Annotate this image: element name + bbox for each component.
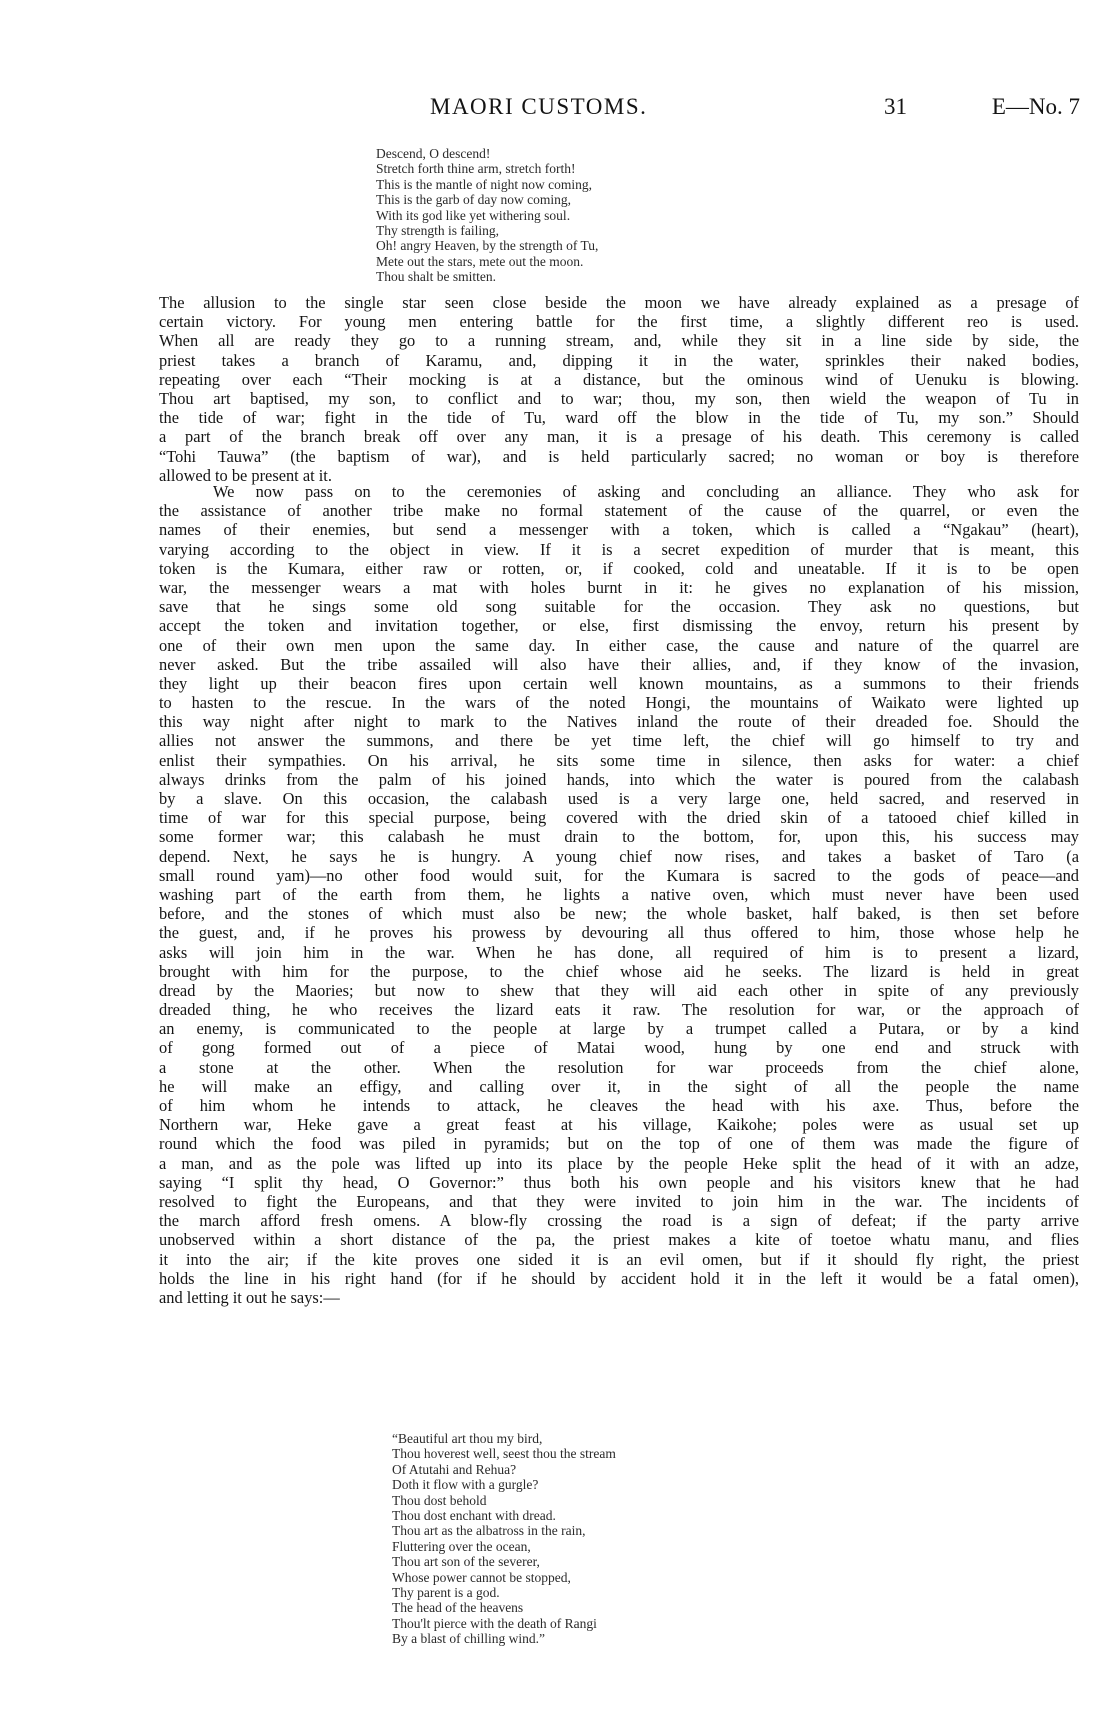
text-line: a stone at the other. When the resolution for war proceeds from the chief alone,	[159, 1057, 1079, 1077]
verse-line: Thou'lt pierce with the death of Rangi	[392, 1615, 597, 1631]
text-line: the assistance of another tribe make no formal statement of the cause of the quarrel, or even the	[159, 501, 1079, 521]
verse-line: Stretch forth thine arm, stretch forth!	[376, 161, 576, 177]
text-line: to hasten to the rescue. In the wars of the noted Hongi, the mountains of Waikato were lighted up	[159, 693, 1079, 713]
text-line: an enemy, is communicated to the people at large by a trumpet called a Putara, or by a kind	[159, 1019, 1079, 1039]
verse-line: Thy parent is a god.	[392, 1585, 500, 1601]
verse-line: Thou art as the albatross in the rain,	[392, 1523, 586, 1539]
text-line: war, the messenger wears a mat with holes burnt in it: he gives no explanation of his mission,	[159, 577, 1079, 597]
verse-line: Of Atutahi and Rehua?	[392, 1461, 517, 1477]
text-line: the tide of war; fight in the tide of Tu, ward off the blow in the tide of Tu, my son.” Should	[159, 408, 1079, 428]
verse-line: Thy strength is failing,	[376, 223, 499, 239]
text-line: never asked. But the tribe assailed will also have their allies, and, if they know of the invasion,	[159, 654, 1079, 674]
text-line: priest takes a branch of Karamu, and, dipping it in the water, sprinkles their naked bodies,	[159, 350, 1079, 370]
verse-line: Thou art son of the severer,	[392, 1554, 540, 1570]
verse-line: “Beautiful art thou my bird,	[392, 1431, 543, 1446]
text-line: asks will join him in the war. When he has done, all required of him is to present a lizard,	[159, 942, 1079, 962]
text-line: allies not answer the summons, and there be yet time left, the chief will go himself to try and	[159, 731, 1079, 751]
text-line: always drinks from the palm of his joined hands, into which the water is poured from the calabash	[159, 769, 1079, 789]
text-line: depend. Next, he says he is hungry. A young chief now rises, and takes a basket of Taro (a	[159, 846, 1079, 866]
text-line: Thou art baptised, my son, to conflict and to war; thou, my son, then wield the weapon of Tu in	[159, 388, 1079, 408]
series-code: E—No. 7	[991, 94, 1080, 119]
verse-line: This is the garb of day now coming,	[376, 192, 571, 208]
verse-line: Oh! angry Heaven, by the strength of Tu,	[376, 238, 599, 254]
verse-line: This is the mantle of night now coming,	[376, 176, 592, 192]
verse-line: Thou dost enchant with dread.	[392, 1508, 556, 1524]
text-line: We now pass on to the ceremonies of asking and concluding an alliance. They who ask for	[213, 482, 1079, 501]
text-line: brought with him for the purpose, to the chief whose aid he seeks. The lizard is held in great	[159, 961, 1079, 981]
paragraph-baptism-of-war	[159, 293, 1079, 485]
verse-line: Thou shalt be smitten.	[376, 269, 496, 285]
text-line: accept the token and invitation together, or else, first dismissing the envoy, return his present by	[159, 616, 1079, 636]
text-line: dreaded thing, he who receives the lizard eats it raw. The resolution for war, or the approach of	[159, 1000, 1079, 1020]
text-line: certain victory. For young men entering battle for the first time, a slightly different reo is used.	[159, 312, 1079, 332]
text-line: by a slave. On this occasion, the calabash used is a very large one, held sacred, and reserved in	[159, 789, 1079, 808]
text-line: some former war; this calabash he must drain to the bottom, for, upon this, his success may	[159, 827, 1079, 847]
verse-line: Mete out the stars, mete out the moon.	[376, 253, 584, 269]
text-line: save that he sings some old song suitable for the occasion. They ask no questions, but	[159, 597, 1079, 617]
paragraph-alliance	[159, 482, 1079, 1307]
text-line: dread by the Maories; but now to shew that they will aid each other in spite of any previously	[159, 980, 1079, 1000]
karakia-verse	[376, 146, 876, 285]
text-line: resolved to fight the Europeans, and that they were invited to join him in the war. The incidents of	[159, 1191, 1079, 1211]
text-line: time of war for this special purpose, being covered with the dried skin of a tatooed chief killed in	[159, 808, 1079, 828]
page-header	[160, 94, 1080, 134]
verse-line: Descend, O descend!	[376, 146, 491, 161]
text-line: The allusion to the single star seen close beside the moon we have already explained as a presage of	[159, 293, 1079, 312]
kite-chant-verse	[392, 1431, 892, 1647]
verse-line: Fluttering over the ocean,	[392, 1538, 531, 1554]
text-line: of gong formed out of a piece of Matai wood, hung by one end and struck with	[159, 1038, 1079, 1058]
text-line: before, and the stones of which must also be new; the whole basket, half baked, is then set before	[159, 904, 1079, 924]
text-line: repeating over each “Their mocking is at a distance, but the ominous wind of Uenuku is blowing.	[159, 369, 1079, 389]
text-line: washing part of the earth from them, he lights a native oven, which must never have been used	[159, 884, 1079, 904]
text-line: enlist their sympathies. On his arrival, he sits some time in silence, then asks for water: a chief	[159, 750, 1079, 770]
text-line: a part of the branch break off over any man, it is a presage of his death. This ceremony is called	[159, 427, 1079, 447]
text-line: names of their enemies, but send a messenger with a token, which is called a “Ngakau” (heart),	[159, 520, 1079, 540]
text-line: holds the line in his right hand (for if he should by accident hold it in the left it would be a fatal omen),	[159, 1268, 1079, 1288]
text-line: Northern war, Heke gave a great feast at his village, Kaikohe; poles were as usual set up	[159, 1115, 1079, 1135]
text-line: When all are ready they go to a running stream, and, while they sit in a line side by side, the	[159, 331, 1079, 351]
text-line: of him whom he intends to attack, he cleaves the head with his axe. Thus, before the	[159, 1096, 1079, 1115]
verse-line: Doth it flow with a gurgle?	[392, 1477, 539, 1493]
text-line: token is the Kumara, either raw or rotten, or, if cooked, cold and uneatable. If it is to be open	[159, 558, 1079, 578]
text-line: and letting it out he says:—	[159, 1287, 340, 1307]
verse-line: Thou dost behold	[392, 1492, 487, 1508]
text-line: a man, and as the pole was lifted up into its place by the people Heke split the head of it with an adze,	[159, 1153, 1079, 1173]
text-line: unobserved within a short distance of the pa, the priest makes a kite of toetoe whatu manu, and flies	[159, 1230, 1079, 1250]
verse-line: Thou hoverest well, seest thou the stream	[392, 1446, 616, 1462]
text-line: it into the air; if the kite proves one sided it is an evil omen, but if it should fly right, the priest	[159, 1249, 1079, 1269]
text-line: round which the food was piled in pyramids; but on the top of one of them was made the figure of	[159, 1134, 1079, 1154]
text-line: the guest, and, if he proves his prowess by devouring all thus offered to him, those whose help he	[159, 923, 1079, 943]
verse-line: The head of the heavens	[392, 1600, 524, 1616]
text-line: one of their own men upon the same day. In either case, the cause and nature of the quarrel are	[159, 635, 1079, 655]
text-line: this way night after night to mark to the Natives inland the route of their dreaded foe. Should the	[159, 712, 1079, 732]
text-line: saying “I split thy head, O Governor:” thus both his own people and his visitors knew that he had	[159, 1172, 1079, 1192]
text-line: small round yam)—no other food would suit, for the Kumara is sacred to the gods of peace—and	[159, 865, 1079, 885]
text-line: allowed to be present at it.	[159, 465, 332, 485]
text-line: varying according to the object in view. If it is a secret expedition of murder that is meant, this	[159, 539, 1079, 559]
page-number: 31	[884, 94, 907, 119]
verse-line: By a blast of chilling wind.”	[392, 1631, 545, 1647]
text-line: the march afford fresh omens. A blow-fly crossing the road is a sign of defeat; if the party arrive	[159, 1211, 1079, 1231]
verse-line: With its god like yet withering soul.	[376, 207, 571, 223]
running-title: MAORI CUSTOMS.	[430, 94, 648, 119]
verse-line: Whose power cannot be stopped,	[392, 1569, 571, 1585]
text-line: “Tohi Tauwa” (the baptism of war), and is held particularly sacred; no woman or boy is therefore	[159, 446, 1079, 466]
text-line: he will make an effigy, and calling over it, in the sight of all the people the name	[159, 1076, 1079, 1096]
text-line: they light up their beacon fires upon certain well known mountains, as a summons to their friends	[159, 673, 1079, 693]
